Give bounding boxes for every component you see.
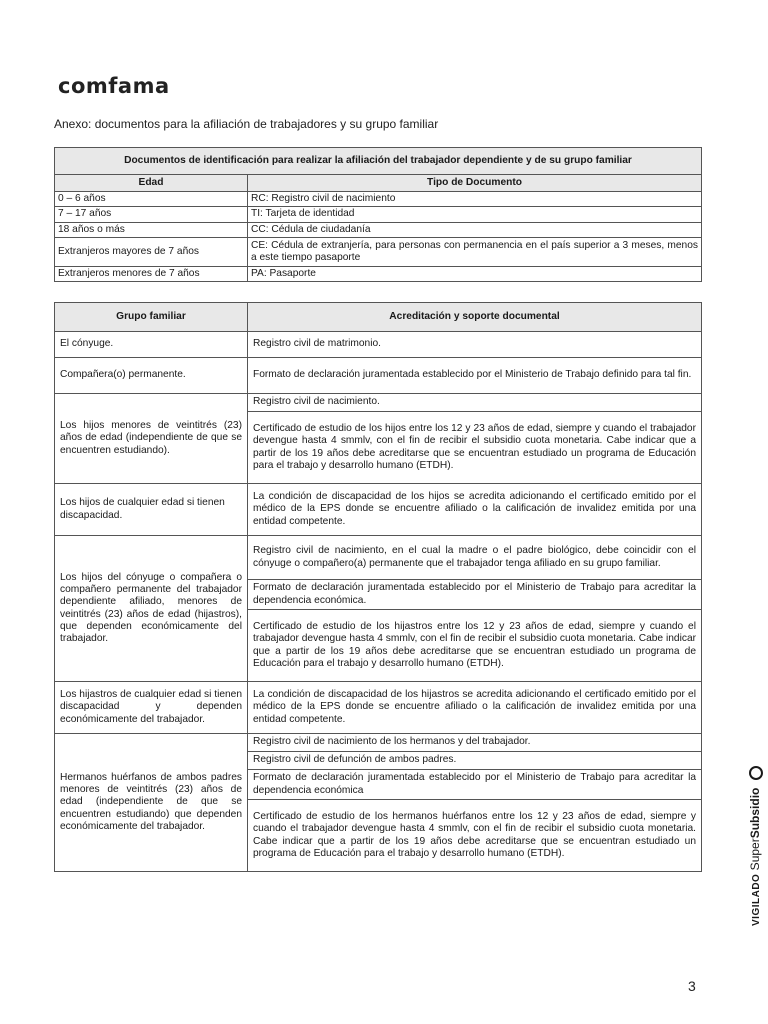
page-number: 3 [688,978,696,994]
support-doc: Formato de declaración juramentada establecido por el Ministerio de Trabajo definido para tal fin. [248,358,702,394]
doc-cell: CE: Cédula de extranjería, para personas con permanencia en el país superior a 3 meses, menos a este tiempo pasaporte [248,237,702,266]
support-doc: Certificado de estudio de los hijos entre los 12 y 23 años de edad, siempre y cuando el trabajador devengue hasta 4 smmlv, con el fin de recibir el subsidio cuota monetaria. Cabe indicar que a partir de los 19 años debe acreditarse que se encuentran estudiado un programa de Educación para el trabajo y desarrollo humano (ETDH). [248,412,702,484]
doc-cell: PA: Pasaporte [248,266,702,281]
doc-cell: CC: Cédula de ciudadanía [248,222,702,237]
family-group-column-header: Grupo familiar [55,303,248,332]
table-row [55,682,702,734]
table-row [55,536,702,580]
group-label: Los hijos menores de veintitrés (23) años de edad (independiente de que se encuentren estudiando). [55,394,248,484]
group-label: El cónyuge. [55,332,248,358]
support-doc: Formato de declaración juramentada establecido por el Ministerio de Trabajo para acreditar la dependencia económica [248,770,702,800]
support-doc: Certificado de estudio de los hijastros entre los 12 y 23 años de edad, siempre y cuando el trabajador devengue hasta 4 smmlv, con el fin de recibir el subsidio cuota monetaria. Cabe indicar que a partir de los 19 años debe acreditarse que se encuentran estudiado un programa de Educación para el trabajo y desarrollo humano (ETDH). [248,610,702,682]
age-cell: 0 – 6 años [55,192,248,207]
doc-cell: TI: Tarjeta de identidad [248,207,702,222]
age-cell: Extranjeros menores de 7 años [55,266,248,281]
table-row [55,734,702,752]
age-cell: Extranjeros mayores de 7 años [55,237,248,266]
support-doc: Registro civil de nacimiento, en el cual la madre o el padre biológico, debe coincidir con el cónyuge o compañero(a) permanente que el trabajador tenga afiliado en su grupo familiar. [248,536,702,580]
table-row [55,266,702,281]
support-doc: Formato de declaración juramentada establecido por el Ministerio de Trabajo para acreditar la dependencia económica. [248,580,702,610]
doc-type-column-header: Tipo de Documento [248,175,702,192]
support-doc: Registro civil de matrimonio. [248,332,702,358]
age-cell: 18 años o más [55,222,248,237]
support-doc: Registro civil de nacimiento. [248,394,702,412]
group-label: Los hijos del cónyuge o compañera o compañero permanente del trabajador dependiente afiliado, menores de veintitrés (23) años de edad (hijastros), que dependen económicamente del trabajador. [55,536,248,682]
table-row [55,394,702,412]
vigilado-supersubsidio-mark [748,766,763,926]
support-doc: Certificado de estudio de los hermanos huérfanos entre los 12 y 23 años de edad, siempre y cuando el trabajador devengue hasta 4 smmlv, con el fin de recibir el subsidio cuota monetaria. Cabe indicar que a partir de los 19 años debe acreditarse que se encuentran estudiado un programa de Educación para el trabajo y desarrollo humano (ETDH). [248,800,702,872]
family-group-table [54,302,702,872]
annex-intro: Anexo: documentos para la afiliación de trabajadores y su grupo familiar [54,117,439,131]
table-row [55,484,702,536]
group-label: Los hijos de cualquier edad si tienen discapacidad. [55,484,248,536]
support-docs-column-header: Acreditación y soporte documental [248,303,702,332]
super-label: Super [748,838,762,871]
table-row [55,358,702,394]
table-row [55,207,702,222]
subsidio-label: Subsidio [748,787,762,839]
comfama-logo: comfama [58,74,170,98]
support-doc: La condición de discapacidad de los hijastros se acredita adicionando el certificado emitido por el médico de la EPS donde se encuentre afiliado o la calificación de invalidez emitida por una entidad competente. [248,682,702,734]
group-label: Hermanos huérfanos de ambos padres menores de veintitrés (23) años de edad (independiente de que se encuentren estudiando) que dependen económicamente del trabajador. [55,734,248,872]
table-row [55,222,702,237]
table-row [55,237,702,266]
age-cell: 7 – 17 años [55,207,248,222]
id-table-title: Documentos de identificación para realizar la afiliación del trabajador dependiente y de su grupo familiar [55,148,702,175]
group-label: Compañera(o) permanente. [55,358,248,394]
age-column-header: Edad [55,175,248,192]
support-doc: Registro civil de defunción de ambos padres. [248,752,702,770]
group-label: Los hijastros de cualquier edad si tienen discapacidad y dependen económicamente del trabajador. [55,682,248,734]
table-row [55,192,702,207]
support-doc: La condición de discapacidad de los hijos se acredita adicionando el certificado emitido por el médico de la EPS donde se encuentre afiliado o la calificación de invalidez emitida por una entidad competente. [248,484,702,536]
supersubsidio-logo-icon [749,766,763,780]
doc-cell: RC: Registro civil de nacimiento [248,192,702,207]
vigilado-label: VIGILADO [751,873,762,926]
support-doc: Registro civil de nacimiento de los hermanos y del trabajador. [248,734,702,752]
id-documents-table [54,147,702,282]
table-row [55,332,702,358]
